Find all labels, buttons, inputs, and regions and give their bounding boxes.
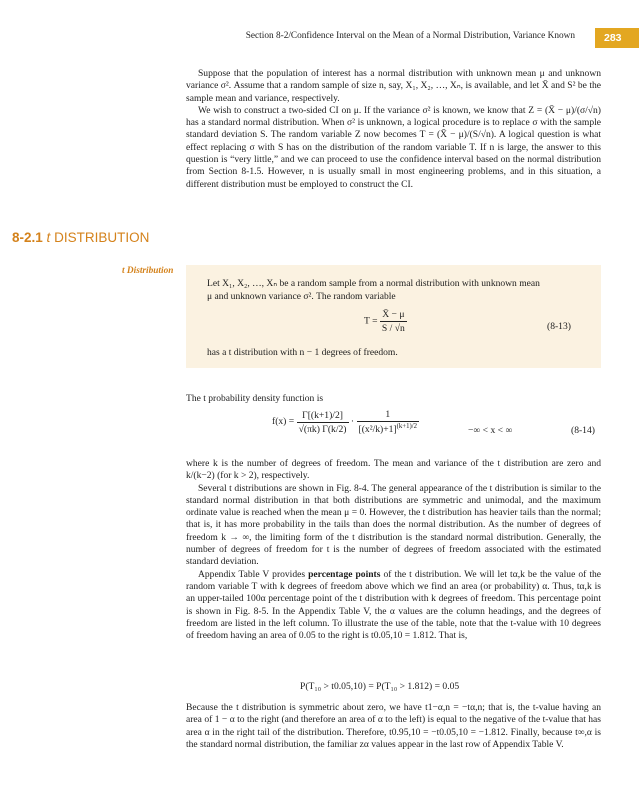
- pdf-dot: ·: [350, 416, 355, 428]
- page-number-tab: 283: [595, 28, 639, 48]
- closing-text: [186, 702, 601, 751]
- eq-lhs: T =: [364, 315, 378, 327]
- equation-tag-8-14: (8-14): [571, 425, 595, 436]
- section-title-t: t: [46, 230, 51, 245]
- eq-denominator: S / √n: [381, 323, 405, 334]
- section-number: 8-2.1: [12, 230, 43, 245]
- pdf-fraction-2: [357, 409, 420, 435]
- equation-tag-8-13: (8-13): [547, 321, 571, 332]
- pdf-lead: The t probability density function is: [186, 393, 324, 404]
- pdf-exponent: (k+1)/2: [396, 423, 418, 430]
- pdf-numerator-2: 1: [357, 409, 420, 422]
- pdf-fraction-1: [297, 410, 349, 435]
- definition-line-2: μ and unknown variance σ². The random variable: [207, 291, 396, 302]
- margin-note: t Distribution: [122, 266, 174, 276]
- eq-fraction: [380, 309, 407, 334]
- eq-numerator: X̄ − μ: [380, 309, 407, 322]
- definition-box: [186, 265, 601, 368]
- paragraph-5-part-a: Appendix Table V provides: [198, 568, 309, 580]
- definition-line-1: Let X₁, X₂, …, Xₙ be a random sample from a normal distribution with unknown mean: [207, 278, 540, 289]
- pdf-denominator-1: √(πk) Γ(k/2): [298, 423, 347, 435]
- percentage-points-term: percentage points: [308, 568, 381, 580]
- page-header: [0, 28, 639, 48]
- pdf-range: −∞ < x < ∞: [468, 425, 513, 436]
- pdf-lhs: f(x) =: [272, 416, 295, 428]
- paragraph-5-part-b: of the t distribution. We will let tα,k be the value of the random variable T with k degrees of freedom above which we find an area (or probability) α. Thus, tα,k is an upper-tailed 100α percentage point of the t distribution with k degrees of freedom. This percentage point is shown in Fig. 8-5. In the Appendix Table V, the α values are the column headings, and the degrees of freedom are listed in the left column. To illustrate the use of the table, note that the t-value with 10 degrees of freedom having an area of 0.05 to the right is t0.05,10 = 1.812. That is,: [186, 568, 601, 642]
- section-heading: [12, 230, 149, 245]
- pdf-denominator-2-base: [(x²/k)+1]: [358, 424, 397, 435]
- paragraph-6: Because the t distribution is symmetric about zero, we have t1−α,n = −tα,n; that is, the t-value having an area of 1 − α to the right (and therefore an area of α to the left) is equal to the negative of the t-value that has area α in the right tail of the distribution. Therefore, t0.95,10 = −t0.05,10 = −1.812. Finally, because t∞,α is the standard normal distribution, the familiar zα values appear in the last row of Appendix Table V.: [186, 702, 601, 750]
- definition-line-3: has a t distribution with n − 1 degrees of freedom.: [207, 347, 398, 358]
- pdf-numerator-1: Γ[(k+1)/2]: [297, 410, 349, 423]
- section-title: DISTRIBUTION: [54, 230, 150, 245]
- paragraph-3: where k is the number of degrees of freedom. The mean and variance of the t distribution are zero and k/(k−2) (for k > 2), respectively.: [186, 458, 601, 482]
- equation-8-14: [272, 409, 419, 435]
- probability-equation: P(T₁₀ > t0.05,10) = P(T₁₀ > 1.812) = 0.05: [300, 681, 460, 692]
- intro-paragraph-1: Suppose that the population of interest has a normal distribution with unknown mean μ and unknown variance σ². Assume that a random sample of size n, say, X₁, X₂, …, Xₙ, is available, and let X̄ and S² be the sample mean and variance, respectively.: [186, 68, 601, 104]
- intro-paragraph-2: We wish to construct a two-sided CI on μ. If the variance σ² is known, we know that Z = (X̄ − μ)/(σ/√n) has a standard normal distribution. When σ² is unknown, a logical procedure is to replace σ with the sample standard deviation S. The random variable Z now becomes T = (X̄ − μ)/(S/√n). A logical question is what effect replacing σ with S has on the distribution of the random variable T. If n is large, the answer to this question is “very little,” and we can proceed to use the confidence interval based on the normal distribution from Section 8-1.5. However, n is usually small in most engineering problems, and in this situation, a different distribution must be employed to construct the CI.: [186, 104, 601, 190]
- paragraph-4: Several t distributions are shown in Fig. 8-4. The general appearance of the t distribution is similar to the standard normal distribution in that both distributions are symmetric and unimodal, and the maximum ordinate value is reached when the mean μ = 0. However, the t distribution has heavier tails than the normal; that is, it has more probability in the tails than does the normal distribution. As the number of degrees of freedom k → ∞, the limiting form of the t distribution is the standard normal distribution. Generally, the number of degrees of freedom for t is the number of degrees of freedom associated with the estimated standard deviation.: [186, 482, 601, 568]
- intro-text: [186, 68, 601, 191]
- main-text: [186, 458, 601, 642]
- paragraph-5: [186, 569, 601, 643]
- equation-8-13: [364, 309, 407, 334]
- running-head: Section 8-2/Confidence Interval on the Mean of a Normal Distribution, Variance Known: [245, 31, 575, 41]
- pdf-denominator-2: [357, 422, 420, 435]
